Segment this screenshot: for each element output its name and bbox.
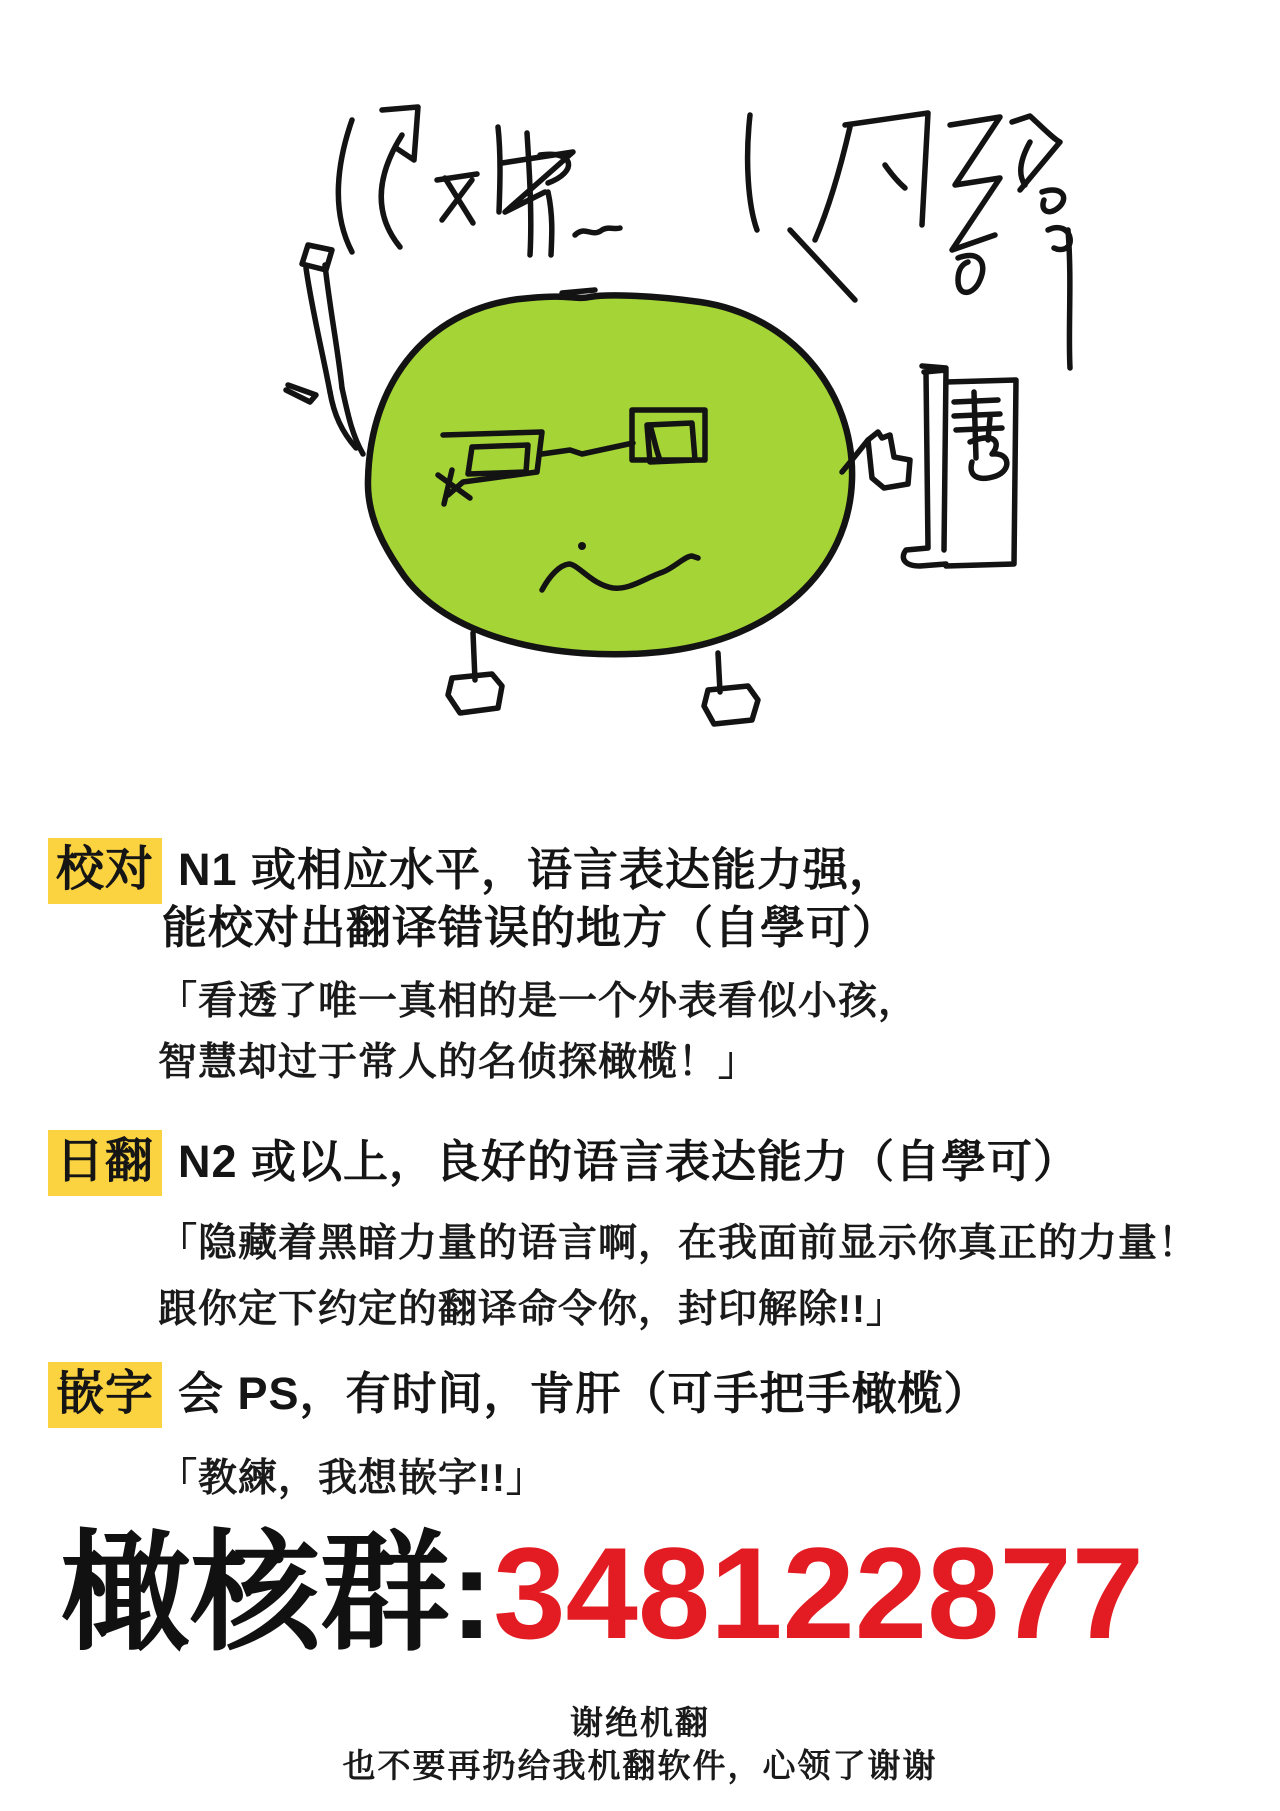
group-number-line (60, 1520, 1144, 1666)
footer-line1: 谢绝机翻 (570, 1704, 710, 1741)
right-arm-sign (842, 366, 1016, 566)
typeset-line1: 会 PS，有时间，肯肝（可手把手橄榄） (178, 1368, 990, 1419)
proofread-quote2: 智慧却过于常人的名侦探橄榄！」 (158, 1041, 759, 1084)
proofread-line2: 能校对出翻译错误的地方（自學可） (162, 902, 899, 953)
translate-quote2: 跟你定下约定的翻译命令你，封印解除!!」 (158, 1288, 906, 1331)
section-proofread (48, 838, 895, 904)
proofread-line1: N1 或相应水平，语言表达能力强， (178, 844, 896, 895)
hair-mark (562, 290, 595, 293)
proofread-quote1: 「看透了唯一真相的是一个外表看似小孩， (158, 980, 919, 1023)
olive-character-drawing (230, 80, 1090, 730)
typeset-quote: 「教練，我想嵌字!!」 (158, 1457, 546, 1500)
nose-dot (578, 542, 586, 550)
group-name: 橄核群: (60, 1520, 494, 1666)
translate-quote1: 「隐藏着黑暗力量的语言啊，在我面前显示你真正的力量！ (158, 1222, 1199, 1265)
group-qq-number: 348122877 (493, 1520, 1144, 1666)
footer-line2: 也不要再扔给我机翻软件，心领了谢谢 (342, 1747, 938, 1784)
label-translate: 日翻 (48, 1130, 162, 1196)
label-typeset: 嵌字 (48, 1362, 162, 1428)
section-translate (48, 1130, 1079, 1196)
label-proofread: 校对 (48, 838, 162, 904)
section-typeset (48, 1362, 990, 1428)
left-arm-pen (286, 245, 363, 454)
translate-line1: N2 或以上，良好的语言表达能力（自學可） (178, 1136, 1080, 1187)
